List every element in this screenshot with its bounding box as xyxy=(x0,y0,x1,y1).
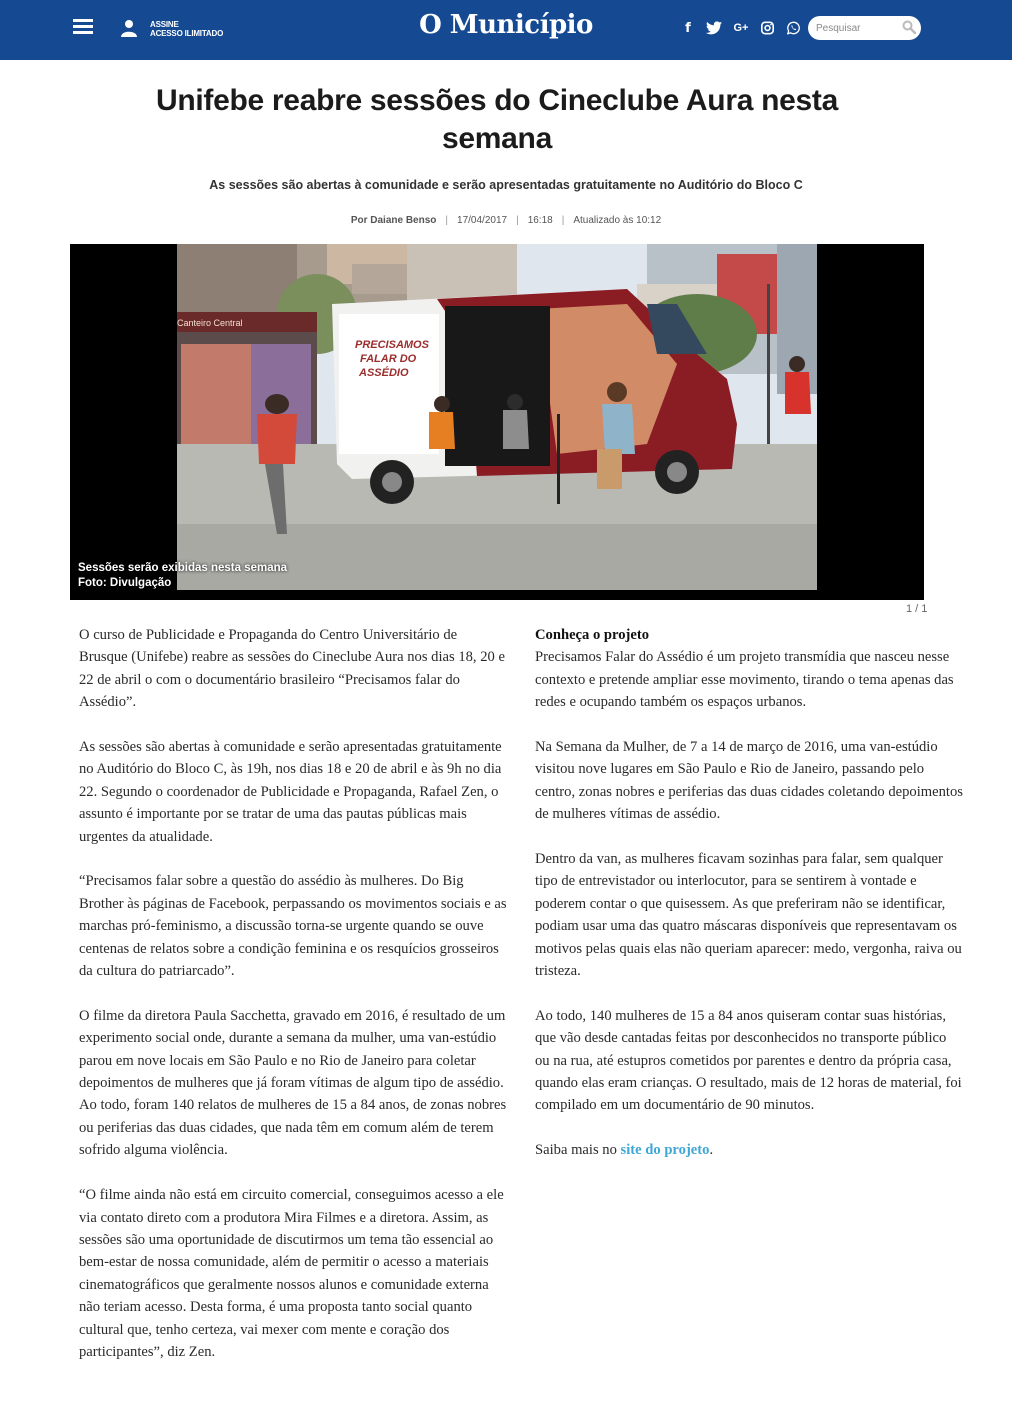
article-body-left xyxy=(79,624,509,1386)
more-info-suffix: . xyxy=(709,1142,714,1159)
byline-separator: | xyxy=(445,215,449,226)
subscribe-sublabel: ACESSO ILIMITADO xyxy=(150,29,224,38)
article-title: Unifebe reabre sessões do Cineclube Aura nesta semana xyxy=(155,84,838,155)
paragraph: Na Semana da Mulher, de 7 a 14 de março de 2016, uma van-estúdio visitou nove lugares em São Paulo e Rio de Janeiro, passando pelo centro, zonas nobres e periferias das duas cidades coletando depoimentos de mulheres vítimas de assédio. xyxy=(535,739,963,823)
van-sign-line2: FALAR DO xyxy=(360,353,417,365)
section-heading: Conheça o projeto xyxy=(535,627,650,643)
more-info-prefix: Saiba mais no xyxy=(535,1142,621,1159)
paragraph: O curso de Publicidade e Propaganda do Centro Universitário de Brusque (Unifebe) reabre as sessões do Cineclube Aura nos dias 18, 20 e 22 de abril o com o documentário brasileiro “Precisamos falar do Assédio”. xyxy=(79,627,505,711)
whatsapp-icon[interactable] xyxy=(787,20,800,36)
photo-caption xyxy=(78,561,287,591)
site-logo[interactable]: O Município xyxy=(419,10,593,40)
updated-time: Atualizado às 10:12 xyxy=(573,215,662,226)
paragraph: “O filme ainda não está em circuito comercial, conseguimos acesso a ele via contato direto com a produtora Mira Filmes e a diretora. Assim, as sessões são uma oportunidade de discutirmos um tema tão essencial ao bem-estar de nossa comunidade, além de permitir o acesso a materiais cinematográficos que geralmente nossos alunos e comunidade externa não teriam acesso. Desta forma, é uma proposta tanto social quanto cultural que, tenho certeza, vai mexer com mente e coração dos participantes”, diz Zen. xyxy=(79,1187,504,1360)
facebook-icon[interactable]: f xyxy=(685,20,691,36)
subscribe-label: ASSINE xyxy=(150,20,179,29)
article-photo xyxy=(177,244,817,590)
van-sign-line1: PRECISAMOS xyxy=(355,339,429,351)
paragraph: “Precisamos falar sobre a questão do assédio às mulheres. Do Big Brother às páginas de Facebook, perpassando os movimentos sociais e as marchas pró-feminismo, a discussão torna-se urgente quando se ouve centenas de relatos sobre a condição feminina e os resquícios grosseiros da cultura do patriarcado”. xyxy=(79,873,507,980)
photo-gallery[interactable] xyxy=(70,244,924,600)
more-info xyxy=(535,1139,963,1161)
instagram-icon[interactable] xyxy=(761,20,774,36)
search-input[interactable] xyxy=(816,20,898,36)
byline-separator: | xyxy=(561,215,565,226)
paragraph: Dentro da van, as mulheres ficavam sozinhas para falar, sem qualquer tipo de entrevistador ou interlocutor, para se sentirem à vontade e poderem contar o que quisessem. As que preferiram não se identificar, podiam usar uma das quatro máscaras disponíveis que representavam os motivos pelas quais elas não queriam aparecer: medo, vergonha, raiva ou tristeza. xyxy=(535,851,962,980)
publish-date: 17/04/2017 xyxy=(457,215,508,226)
van-sign-line3: ASSÉDIO xyxy=(359,367,409,379)
project-site-link[interactable]: site do projeto xyxy=(620,1142,710,1159)
paragraph: O filme da diretora Paula Sacchetta, gravado em 2016, é resultado de um experimento social onde, durante a semana da mulher, uma van-estúdio parou em nove locais em São Paulo e no Rio de Janeiro para coletar depoimentos de mulheres que já foram vítimas de algum tipo de assédio. Ao todo, foram 140 relatos de mulheres de 15 a 84 anos, de zonas nobres ou periferias das duas cidades, que nada têm em comum além de terem sofrido alguma violência. xyxy=(79,1007,507,1159)
top-navigation-bar xyxy=(0,0,1012,60)
article-body-right xyxy=(535,624,963,1184)
search-box xyxy=(808,16,921,40)
author-name[interactable]: Por Daiane Benso xyxy=(350,215,437,226)
paragraph: Ao todo, 140 mulheres de 15 a 84 anos quiseram contar suas histórias, que vão desde cantadas feitas por desconhecidos no transporte público ou na rua, até estupros cometidos por parentes e dentro da própria casa, quando elas eram crianças. O resultado, mais de 12 horas de material, foi compilado em um documentário de 90 minutos. xyxy=(535,1007,962,1114)
search-icon[interactable] xyxy=(902,20,916,34)
byline-separator: | xyxy=(516,215,519,226)
twitter-icon[interactable] xyxy=(706,20,722,36)
photo-credit: Foto: Divulgação xyxy=(78,577,172,589)
caption-text: Sessões serão exibidas nesta semana xyxy=(78,562,288,574)
publish-time: 16:18 xyxy=(527,215,553,226)
paragraph: As sessões são abertas à comunidade e serão apresentadas gratuitamente no Auditório do Bloco C, às 19h, nos dias 18 e 20 de abril e às 9h no dia 22. Segundo o coordenador de Publicidade e Propaganda, Rafael Zen, o assunto é importante por se tratar de uma das pautas públicas mais urgentes da atualidade. xyxy=(79,739,502,845)
store-sign: Canteiro Central xyxy=(177,318,243,328)
paragraph: Precisamos Falar do Assédio é um projeto transmídia que nasceu nesse contexto e pretende ampliar esse movimento, tirando o tema apenas das redes e ocupando também os espaços urbanos. xyxy=(535,649,954,711)
article-subtitle: As sessões são abertas à comunidade e serão apresentadas gratuitamente no Auditório do Bloco C xyxy=(209,178,803,192)
article-byline xyxy=(0,215,1012,226)
google-plus-icon[interactable]: G+ xyxy=(733,22,749,34)
photo-counter: 1 / 1 xyxy=(906,603,928,615)
